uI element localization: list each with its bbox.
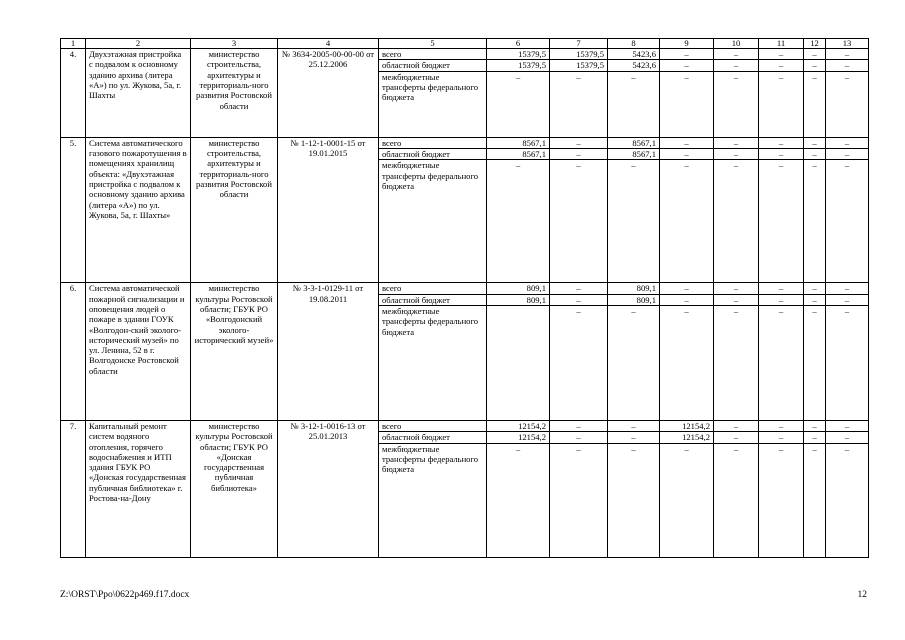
value-cell: – [759,49,804,60]
value-cell: – [826,60,869,71]
value-cell: – [804,137,826,148]
value-cell: – [826,443,869,557]
value-cell: – [826,49,869,60]
value-cell: – [550,283,608,294]
value-cell: – [759,305,804,420]
value-cell: – [550,71,608,137]
value-cell: – [660,137,714,148]
value-cell: – [759,283,804,294]
funding-source: областной бюджет [379,148,487,159]
header-cell: 6 [487,39,550,49]
value-cell: – [608,432,660,443]
value-cell: – [826,137,869,148]
value-cell: – [804,294,826,305]
value-cell: – [759,160,804,283]
value-cell: – [714,137,759,148]
header-cell: 3 [191,39,278,49]
value-cell: – [759,71,804,137]
value-cell: – [660,305,714,420]
header-cell: 12 [804,39,826,49]
header-cell: 11 [759,39,804,49]
responsible-organization: министерство культуры Ростовской области; ГБУК РО «Донская государственная публичная библиотека» [191,420,278,557]
value-cell: – [550,443,608,557]
value-cell: – [804,432,826,443]
value-cell: – [550,294,608,305]
value-cell: – [660,283,714,294]
value-cell: – [660,71,714,137]
header-cell: 2 [86,39,191,49]
value-cell: – [608,420,660,431]
value-cell: – [487,71,550,137]
header-cell: 10 [714,39,759,49]
value-cell: – [759,148,804,159]
value-cell: – [714,160,759,283]
value-cell: – [759,420,804,431]
table-row [61,137,869,148]
column-number-row [61,39,869,49]
value-cell: – [714,71,759,137]
value-cell: 8567,1 [608,148,660,159]
object-name: Капитальный ремонт систем водяного отопления, горячего водоснабжения и ИТП здания ГБУК РО «Донская государственная публичная библиотека» г. Ростова-на-Дону [86,420,191,557]
value-cell: – [550,137,608,148]
value-cell: 809,1 [487,283,550,294]
value-cell: – [714,432,759,443]
value-cell: 5423,6 [608,49,660,60]
record-number: 6. [61,283,86,421]
value-cell: – [714,148,759,159]
header-cell: 13 [826,39,869,49]
value-cell: 809,1 [487,294,550,305]
funding-source: межбюджетные трансферты федерального бюджета [379,71,487,137]
value-cell: – [759,443,804,557]
header-cell: 5 [379,39,487,49]
value-cell: – [608,160,660,283]
value-cell: – [608,305,660,420]
header-cell: 1 [61,39,86,49]
value-cell: – [759,137,804,148]
table-row [61,283,869,294]
value-cell: 8567,1 [487,137,550,148]
value-cell: 15379,5 [550,60,608,71]
value-cell: – [826,71,869,137]
project-document: № 3-12-1-0016-13 от 25.01.2013 [278,420,379,557]
table-row [61,420,869,431]
header-cell: 4 [278,39,379,49]
record-number: 7. [61,420,86,557]
funding-source: всего [379,283,487,294]
object-name: Система автоматической пожарной сигнализации и оповещения людей о пожаре в здании ГОУК «Волгодон-ский эколого-исторический музей» по ул. Ленина, 52 в г. Волгодонске Ростовской области [86,283,191,421]
value-cell: – [714,60,759,71]
value-cell: – [660,443,714,557]
footer-file-path: Z:\ORST\Ppo\0622p469.f17.docx [60,590,190,600]
value-cell: 8567,1 [608,137,660,148]
funding-source: областной бюджет [379,294,487,305]
value-cell: – [826,294,869,305]
value-cell: – [714,305,759,420]
value-cell: 5423,6 [608,60,660,71]
value-cell: – [660,49,714,60]
value-cell: – [660,160,714,283]
responsible-organization: министерство строительства, архитектуры и территориаль-ного развития Ростовской области [191,137,278,283]
table-row [61,49,869,60]
value-cell [487,305,550,420]
value-cell: – [826,283,869,294]
value-cell: – [804,160,826,283]
project-document: № 1-12-1-0001-15 от 19.01.2015 [278,137,379,283]
value-cell: – [759,432,804,443]
value-cell: 15379,5 [550,49,608,60]
value-cell: – [550,432,608,443]
value-cell: 12154,2 [660,420,714,431]
value-cell: – [487,160,550,283]
value-cell: 15379,5 [487,49,550,60]
value-cell: – [550,148,608,159]
value-cell: – [804,443,826,557]
value-cell: – [759,294,804,305]
header-cell: 8 [608,39,660,49]
value-cell: – [714,49,759,60]
value-cell: – [826,432,869,443]
funding-source: всего [379,420,487,431]
responsible-organization: министерство строительства, архитектуры и территориаль-ного развития Ростовской области [191,49,278,138]
header-cell: 9 [660,39,714,49]
record-number: 4. [61,49,86,138]
funding-source: всего [379,137,487,148]
value-cell: – [714,294,759,305]
value-cell: – [608,71,660,137]
header-cell: 7 [550,39,608,49]
value-cell: 15379,5 [487,60,550,71]
value-cell: – [804,283,826,294]
value-cell: – [660,294,714,305]
value-cell: 12154,2 [487,432,550,443]
record-number: 5. [61,137,86,283]
value-cell: 12154,2 [660,432,714,443]
value-cell: – [660,60,714,71]
funding-source: областной бюджет [379,432,487,443]
project-document: № 3634-2005-00-00-00 от 25.12.2006 [278,49,379,138]
value-cell: – [826,160,869,283]
value-cell: – [759,60,804,71]
object-name: Двухэтажная пристройка с подвалом к основному зданию архива (литера «А») по ул. Жукова, 5а, г. Шахты [86,49,191,138]
value-cell: – [714,420,759,431]
value-cell: – [487,443,550,557]
funding-source: всего [379,49,487,60]
funding-source: межбюджетные трансферты федерального бюджета [379,443,487,557]
value-cell: – [804,71,826,137]
value-cell: – [608,443,660,557]
value-cell: 8567,1 [487,148,550,159]
responsible-organization: министерство культуры Ростовской области; ГБУК РО «Волгодонский эколого-исторический музей» [191,283,278,421]
value-cell: – [804,305,826,420]
value-cell: – [826,420,869,431]
value-cell: – [804,420,826,431]
value-cell: – [714,283,759,294]
value-cell: – [714,443,759,557]
value-cell: – [804,49,826,60]
funding-source: межбюджетные трансферты федерального бюджета [379,305,487,420]
value-cell: – [826,305,869,420]
budget-table [60,38,869,558]
funding-source: областной бюджет [379,60,487,71]
value-cell: – [550,305,608,420]
project-document: № 3-3-1-0129-11 от 19.08.2011 [278,283,379,421]
value-cell: 809,1 [608,294,660,305]
value-cell: 809,1 [608,283,660,294]
value-cell: – [660,148,714,159]
value-cell: – [804,148,826,159]
value-cell: – [550,160,608,283]
value-cell: – [826,148,869,159]
funding-source: межбюджетные трансферты федерального бюджета [379,160,487,283]
footer-page-number: 12 [857,590,867,600]
value-cell: – [804,60,826,71]
value-cell: – [550,420,608,431]
object-name: Система автоматического газового пожаротушения в помещениях хранилищ объекта: «Двухэтажная пристройка с подвалом к основному зданию архива (литера «А») по ул. Жукова, 5а, г. Шахты» [86,137,191,283]
value-cell: 12154,2 [487,420,550,431]
